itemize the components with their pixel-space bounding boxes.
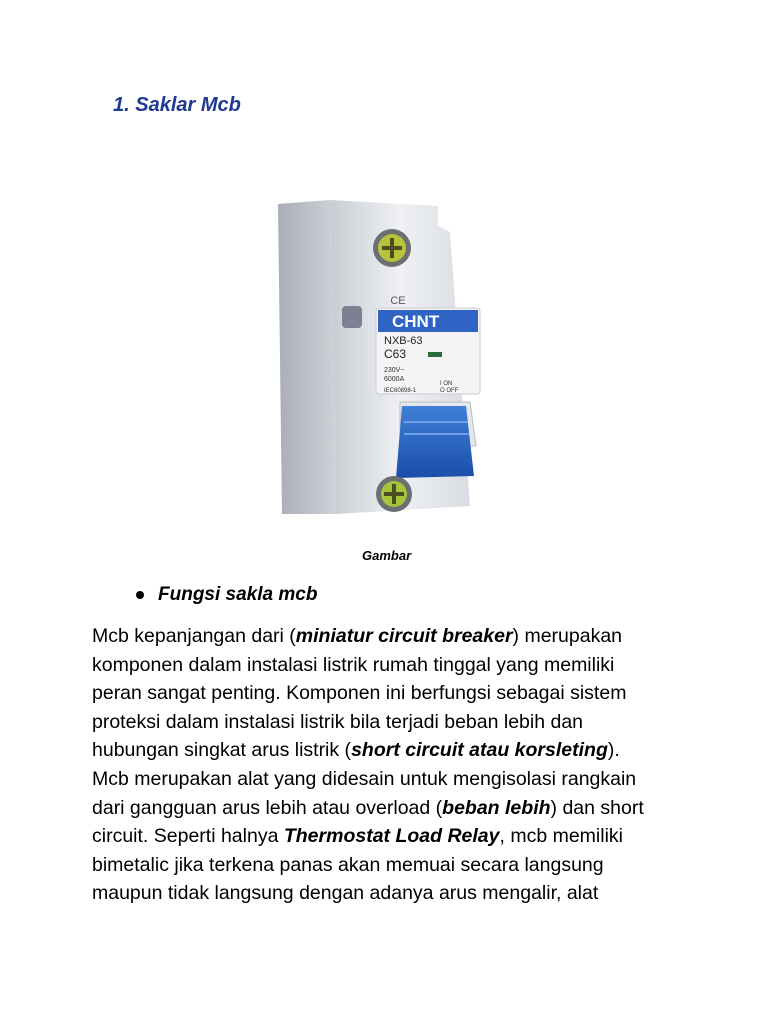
toggle-lever [396, 406, 474, 478]
bullet-text: Fungsi sakla mcb [158, 584, 318, 605]
paragraph-line: proteksi dalam instalasi listrik bila terjadi beban lebih dan [92, 710, 584, 733]
emphasis-text: Thermostat Load Relay [283, 825, 500, 848]
paragraph-line: Mcb merupakan alat yang didesain untuk mengisolasi rangkain [92, 767, 637, 790]
figure-caption: Gambar [362, 548, 412, 563]
voltage-label: 230V~ [384, 367, 405, 374]
status-indicator [428, 352, 442, 357]
text-run: ) merupakan [512, 625, 623, 647]
text-run: hubungan singkat arus listrik ( [92, 739, 352, 762]
bullet-item [136, 584, 317, 606]
paragraph-line [92, 622, 692, 651]
rating-label: C63 [384, 347, 407, 361]
bullet-icon [136, 591, 144, 599]
emphasis-text: miniatur circuit breaker [295, 625, 513, 647]
din-clip [342, 306, 362, 328]
text-run: ). [607, 739, 620, 762]
text-run: Mcb kepanjangan dari ( [92, 625, 296, 647]
text-run: , mcb memiliki [499, 825, 623, 848]
body-paragraph [92, 622, 692, 908]
paragraph-line [92, 822, 692, 851]
standard-label: IEC60898-1 [384, 388, 417, 394]
paragraph-line [92, 794, 692, 823]
section-heading: 1. Saklar Mcb [113, 94, 241, 116]
off-label: O OFF [440, 388, 459, 394]
emphasis-text: beban lebih [442, 796, 551, 819]
on-label: I ON [440, 381, 453, 387]
capacity-label: 6000A [384, 376, 405, 383]
text-run: circuit. Seperti halnya [92, 825, 284, 848]
paragraph-line: maupun tidak langsung dengan adanya arus mengalir, alat [92, 882, 599, 905]
paragraph-line: komponen dalam instalasi listrik rumah tinggal yang memiliki [92, 653, 615, 676]
paragraph-line [92, 736, 692, 765]
mcb-illustration [270, 196, 490, 521]
ce-mark: CE [390, 295, 406, 307]
emphasis-text: short circuit atau korsleting [351, 739, 608, 762]
brand-label: CHNT [392, 312, 440, 331]
mcb-side-panel [278, 200, 336, 514]
text-run: dari gangguan arus lebih atau overload ( [92, 796, 443, 819]
text-run: ) dan short [550, 796, 644, 819]
mcb-figure [270, 196, 490, 521]
paragraph-line: bimetalic jika terkena panas akan memuai secara langsung [92, 853, 604, 876]
paragraph-line: peran sangat penting. Komponen ini berfungsi sebagai sistem [92, 682, 627, 705]
model-label: NXB-63 [384, 335, 423, 347]
